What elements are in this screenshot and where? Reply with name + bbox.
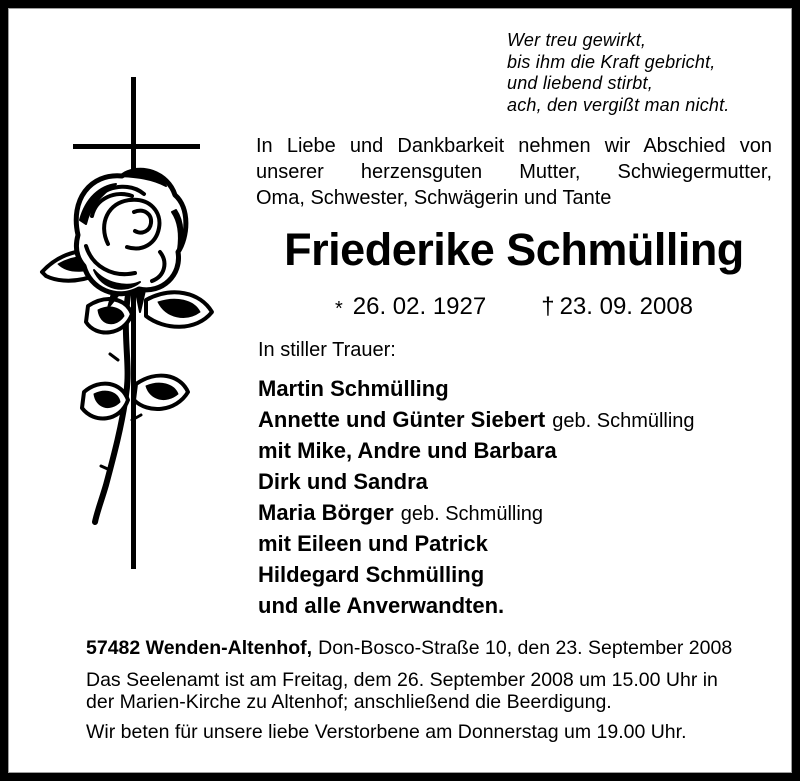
family-member-row [258, 405, 778, 436]
cross-and-rose-icon [38, 60, 218, 575]
intro-paragraph [256, 133, 772, 211]
rose-icon [42, 170, 212, 522]
family-member-name: und alle Anverwandten. [258, 593, 505, 618]
family-member-row [258, 591, 778, 622]
family-member-row [258, 374, 778, 405]
family-member-row [258, 560, 778, 591]
family-list [258, 374, 778, 622]
footer-block [86, 637, 746, 744]
family-member-suffix: geb. Schmülling [552, 410, 695, 432]
deceased-name: Friederike Schmülling [284, 224, 744, 275]
family-member-name: Hildegard Schmülling [258, 562, 485, 587]
family-member-name: Annette und Günter Siebert [258, 407, 546, 432]
dates-row [256, 293, 772, 321]
family-member-suffix: geb. Schmülling [400, 503, 544, 525]
family-member-name: mit Eileen und Patrick [258, 531, 488, 556]
family-member-name: Maria Börger [258, 500, 394, 525]
intro-line: Oma, Schwester, Schwägerin und Tante [256, 187, 612, 209]
verse-line: bis ihm die Kraft gebricht, [507, 51, 716, 72]
birth-date: 26. 02. 1927 [352, 293, 487, 320]
memorial-verse [507, 30, 777, 116]
service-line: Das Seelenamt ist am Freitag, dem 26. September 2008 um 15.00 Uhr in [86, 669, 718, 691]
verse-line: und liebend stirbt, [507, 73, 653, 93]
family-member-row [258, 436, 778, 467]
intro-line: unserer herzensguten Mutter, Schwiegermutter, [256, 161, 772, 183]
birth-star-icon: * [334, 298, 343, 320]
service-info [86, 670, 746, 713]
address-line [86, 637, 746, 660]
family-member-name: Dirk und Sandra [258, 469, 428, 494]
address-city: 57482 Wenden-Altenhof, [86, 637, 313, 659]
cross-and-rose-illustration [38, 60, 218, 575]
family-member-row [258, 529, 778, 560]
family-member-name: Martin Schmülling [258, 376, 449, 401]
dagger-icon: † [541, 293, 555, 320]
death-date-group [541, 293, 693, 321]
intro-line: In Liebe und Dankbarkeit nehmen wir Abschied von [256, 135, 772, 157]
verse-line: ach, den vergißt man nicht. [507, 94, 730, 115]
birth-date-group [335, 293, 486, 321]
family-member-name: mit Mike, Andre und Barbara [258, 438, 557, 463]
family-member-row [258, 467, 778, 498]
mourning-heading: In stiller Trauer: [258, 339, 396, 361]
address-street-date: Don-Bosco-Straße 10, den 23. September 2008 [318, 637, 733, 659]
prayer-line: Wir beten für unsere liebe Verstorbene am Donnerstag um 19.00 Uhr. [86, 721, 687, 743]
verse-line: Wer treu gewirkt, [507, 30, 647, 50]
service-line: der Marien-Kirche zu Altenhof; anschließend die Beerdigung. [86, 690, 612, 713]
family-member-row [258, 498, 778, 529]
death-date: 23. 09. 2008 [559, 293, 694, 320]
